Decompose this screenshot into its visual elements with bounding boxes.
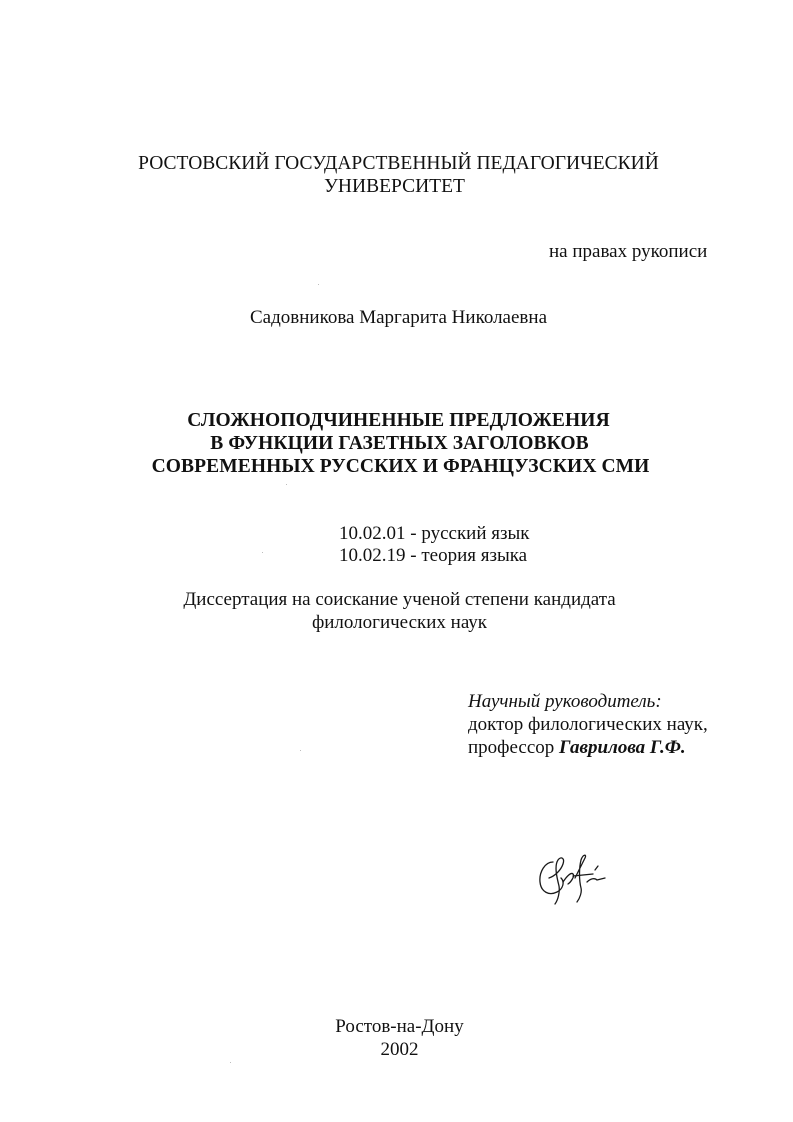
publication-year: 2002 <box>380 1039 419 1060</box>
supervisor-name: Гаврилова Г.Ф. <box>559 737 686 758</box>
signature-image <box>535 848 615 908</box>
supervisor-degree: доктор филологических наук, <box>468 714 708 735</box>
scan-speck <box>230 1062 231 1063</box>
publication-city: Ростов-на-Дону <box>335 1016 464 1037</box>
manuscript-note: на правах рукописи <box>549 241 708 262</box>
specialty-code-2: 10.02.19 - теория языка <box>339 545 528 566</box>
dissertation-degree-line1: Диссертация на соискание ученой степени кандидата <box>183 589 616 610</box>
dissertation-title-line3: СОВРЕМЕННЫХ РУССКИХ И ФРАНЦУЗСКИХ СМИ <box>151 456 650 477</box>
supervisor-label: Научный руководитель: <box>468 691 662 712</box>
scan-speck <box>300 750 301 751</box>
specialty-code-1: 10.02.01 - русский язык <box>339 523 530 544</box>
scan-speck <box>318 284 319 285</box>
dissertation-title-line2: В ФУНКЦИИ ГАЗЕТНЫХ ЗАГОЛОВКОВ <box>210 433 589 454</box>
supervisor-rank-name <box>468 737 686 759</box>
university-name-line1: РОСТОВСКИЙ ГОСУДАРСТВЕННЫЙ ПЕДАГОГИЧЕСКИЙ <box>138 153 659 174</box>
scan-speck <box>286 484 287 485</box>
supervisor-rank: профессор <box>468 737 555 758</box>
dissertation-degree-line2: филологических наук <box>311 612 488 633</box>
university-name-line2: УНИВЕРСИТЕТ <box>324 176 465 197</box>
dissertation-title-line1: СЛОЖНОПОДЧИНЕННЫЕ ПРЕДЛОЖЕНИЯ <box>187 410 610 431</box>
scan-speck <box>262 552 263 553</box>
author-name: Садовникова Маргарита Николаевна <box>249 307 547 328</box>
